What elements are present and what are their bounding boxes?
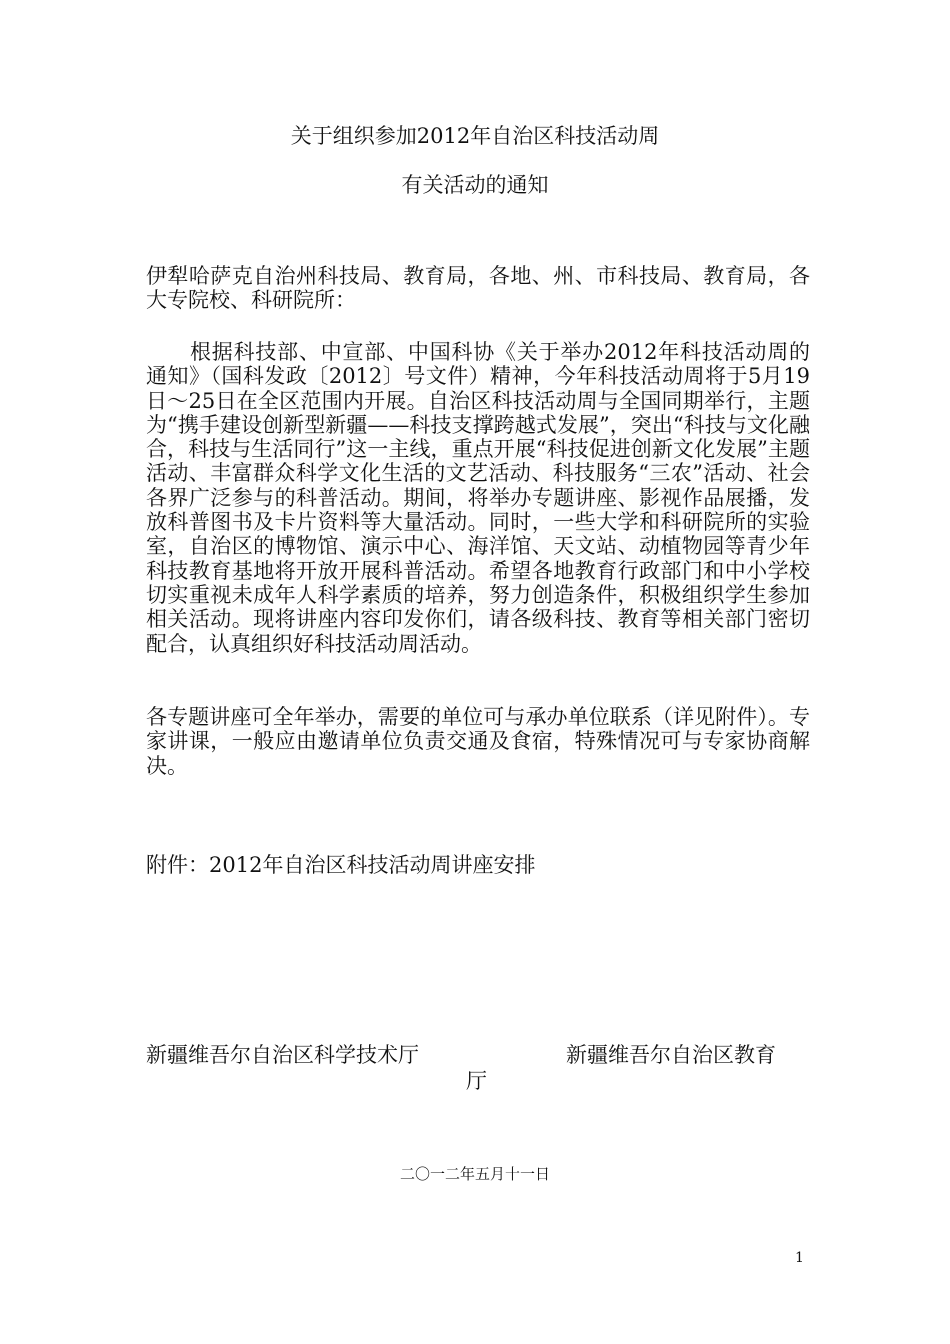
page-number: 1	[795, 1250, 804, 1266]
signer-education-department-wrap: 厅	[466, 1069, 487, 1093]
body-paragraph-1: 根据科技部、中宣部、中国科协《关于举办2012年科技活动周的通知》（国科发政〔2012〕号文件）精神，今年科技活动周将于5月19日～25日在全区范围内开展。自治区科技活动周与全国同期举行，主题为“携手建设创新型新疆——科技支撑跨越式发展”，突出“科技与文化融合，科技与生活同行”这一主线，重点开展“科技促进创新文化发展”主题活动、丰富群众科学文化生活的文艺活动、科技服务“三农”活动、社会各界广泛参与的科普活动。期间，将举办专题讲座、影视作品展播，发放科普图书及卡片资料等大量活动。同时，一些大学和科研院所的实验室，自治区的博物馆、演示中心、海洋馆、天文站、动植物园等青少年科技教育基地将开放开展科普活动。希望各地教育行政部门和中小学校切实重视未成年人科学素质的培养，努力创造条件，积极组织学生参加相关活动。现将讲座内容印发你们，请各级科技、教育等相关部门密切配合，认真组织好科技活动周活动。	[146, 340, 810, 656]
document-title-line1: 关于组织参加2012年自治区科技活动周	[290, 124, 660, 148]
attachment-note: 附件：2012年自治区科技活动周讲座安排	[146, 853, 536, 877]
signer-education-department: 新疆维吾尔自治区教育	[566, 1043, 776, 1067]
issue-date: 二〇一二年五月十一日	[399, 1165, 550, 1183]
body-paragraph-2: 各专题讲座可全年举办，需要的单位可与承办单位联系（详见附件）。专家讲课，一般应由邀请单位负责交通及食宿，特殊情况可与专家协商解决。	[146, 705, 810, 778]
salutation: 伊犁哈萨克自治州科技局、教育局，各地、州、市科技局、教育局，各大专院校、科研院所：	[146, 264, 810, 313]
document-title-line2: 有关活动的通知	[401, 173, 549, 197]
signer-science-department: 新疆维吾尔自治区科学技术厅	[146, 1043, 419, 1067]
